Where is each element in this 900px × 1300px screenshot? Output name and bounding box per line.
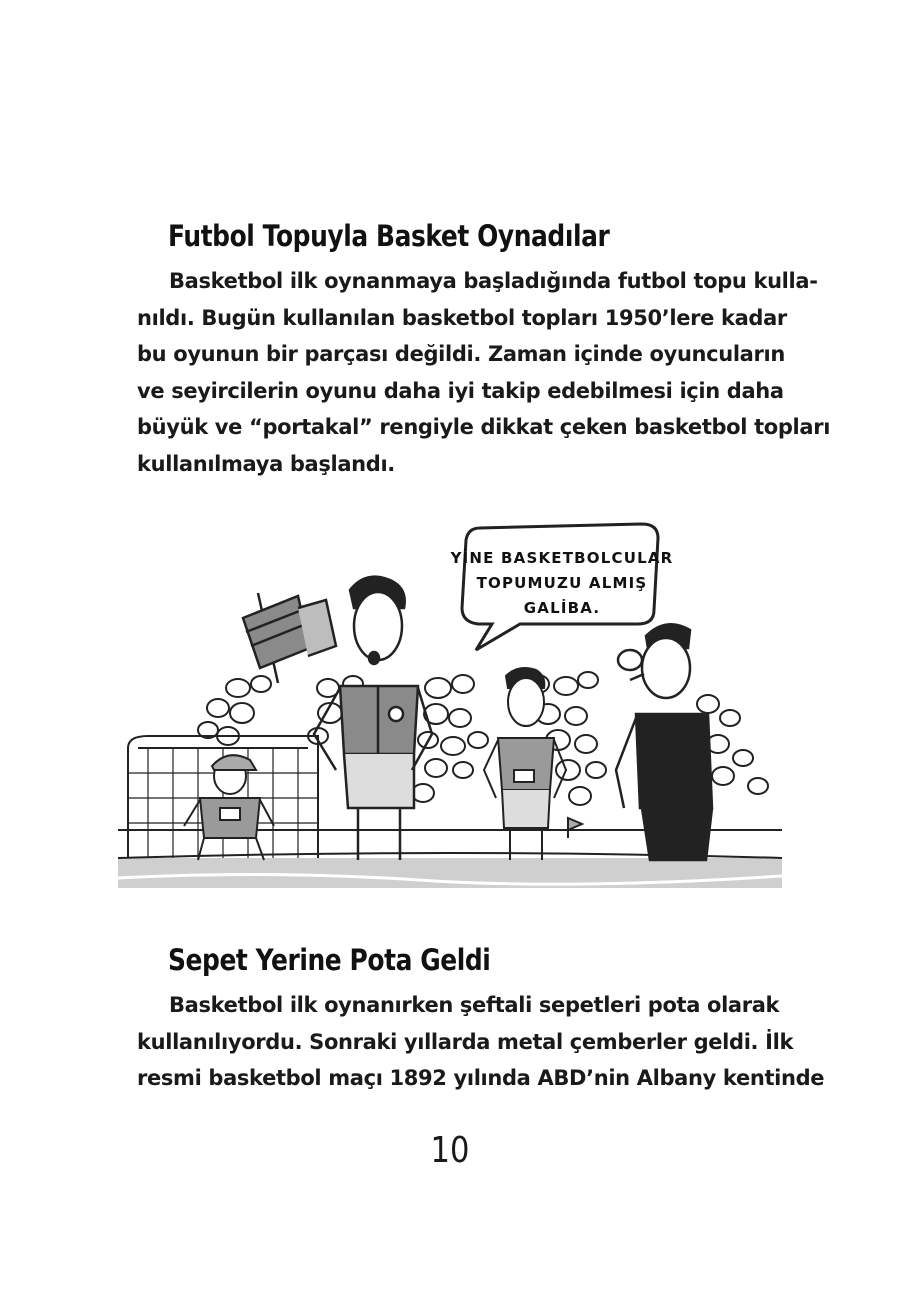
paragraph-line: ve seyircilerin oyunu daha iyi takip edebilmesi için daha — [137, 378, 784, 403]
paragraph-line: büyük ve “portakal” rengiyle dikkat çeken basketbol topları — [137, 415, 831, 439]
small-player-figure — [484, 668, 566, 860]
paragraph-hoop — [137, 987, 825, 1097]
speech-bubble — [450, 524, 674, 650]
section-heading-hoop: Sepet Yerine Pota Geldi — [168, 943, 491, 977]
speech-bubble-line: YİNE BASKETBOLCULAR — [450, 549, 674, 567]
paragraph-line: Basketbol ilk oynanırken şeftali sepetleri pota olarak — [169, 993, 780, 1017]
referee-figure — [616, 624, 712, 860]
football-cartoon-illustration — [118, 508, 782, 908]
paragraph-line: kullanılıyordu. Sonraki yıllarda metal çemberler geldi. İlk — [137, 1029, 794, 1054]
tall-player-figure — [314, 577, 432, 860]
paragraph-line: nıldı. Bugün kullanılan basketbol topları 1950’lere kadar — [137, 305, 787, 330]
page-number: 10 — [430, 1130, 470, 1171]
corner-flag-icon — [568, 818, 582, 838]
paragraph-footballs — [137, 263, 831, 482]
section-heading-footballs: Futbol Topuyla Basket Oynadılar — [168, 219, 610, 253]
paragraph-line: Basketbol ilk oynanmaya başladığında futbol topu kulla- — [169, 269, 818, 293]
paragraph-line: resmi basketbol maçı 1892 yılında ABD’nin Albany kentinde — [137, 1066, 825, 1090]
speech-bubble-line: TOPUMUZU ALMIŞ — [476, 574, 648, 592]
speech-bubble-line: GALİBA. — [523, 599, 601, 617]
flags-icon — [243, 593, 336, 683]
paragraph-line: kullanılmaya başlandı. — [137, 451, 395, 476]
paragraph-line: bu oyunun bir parçası değildi. Zaman içinde oyuncuların — [137, 342, 785, 366]
